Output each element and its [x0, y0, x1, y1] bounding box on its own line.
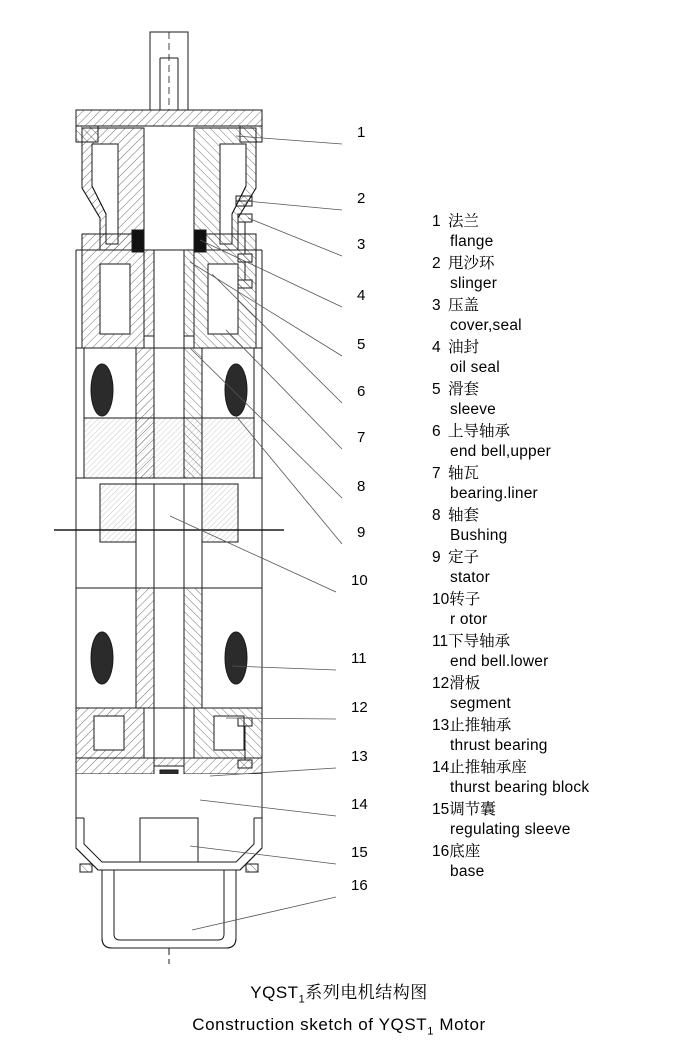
legend-number: 3: [432, 297, 441, 314]
callout-number: 7: [357, 429, 366, 446]
callout-number: 5: [357, 336, 366, 353]
legend-number: 9: [432, 549, 441, 566]
legend-item-4: [432, 338, 674, 378]
legend-item-6: [432, 422, 674, 462]
legend-number: 11: [432, 633, 449, 650]
legend-cn-line: [432, 464, 674, 484]
legend-label-cn: 下导轴承: [448, 633, 511, 650]
legend-label-cn: 底座: [449, 843, 481, 860]
legend-label-cn: 止推轴承座: [449, 759, 527, 776]
legend-number: 13: [432, 717, 450, 734]
legend-label-cn: 调节囊: [449, 801, 496, 818]
legend-item-2: [432, 254, 674, 294]
legend-label-en: thurst bearing block: [450, 779, 590, 796]
legend-cn-line: [432, 506, 674, 526]
caption-en-rest: Motor: [434, 1015, 486, 1035]
callout-number: 6: [357, 383, 366, 400]
legend-number: 8: [432, 507, 441, 524]
legend-number: 7: [432, 465, 441, 482]
legend-item-3: [432, 296, 674, 336]
legend-item-11: [432, 632, 674, 672]
callout-number: 15: [351, 844, 368, 861]
legend-number: 12: [432, 675, 450, 692]
legend-item-14: [432, 758, 674, 798]
legend-label-en: regulating sleeve: [450, 821, 571, 838]
legend-label-en: slinger: [450, 275, 498, 292]
legend-cn-line: [432, 338, 674, 358]
callout-number: 11: [351, 650, 367, 667]
legend-cn-line: [432, 548, 674, 568]
legend-number: 16: [432, 843, 450, 860]
legend-label-en: bearing.liner: [450, 485, 538, 502]
legend-label-en: flange: [450, 233, 494, 250]
legend-item-10: [432, 590, 674, 630]
legend-item-8: [432, 506, 674, 546]
legend-cn-line: [432, 758, 674, 778]
caption-en-pre: Construction sketch of YQST: [192, 1015, 428, 1035]
caption-cn-subscript: 1: [298, 993, 306, 1006]
legend-number: 5: [432, 381, 441, 398]
legend-number: 10: [432, 591, 450, 608]
legend-label-en: Bushing: [450, 527, 508, 544]
legend-cn-line: [432, 590, 674, 610]
legend-label-en: end bell,upper: [450, 443, 552, 460]
callout-number: 8: [357, 478, 366, 495]
caption-cn-rest: 系列电机结构图: [305, 983, 428, 1002]
legend-label-cn: 转子: [449, 591, 481, 608]
callout-number: 16: [351, 877, 368, 894]
legend-item-7: [432, 464, 674, 504]
legend-label-cn: 上导轴承: [448, 423, 511, 440]
legend-cn-line: [432, 254, 674, 274]
legend-cn-line: [432, 842, 674, 862]
legend-label-cn: 轴瓦: [448, 465, 480, 482]
legend-item-16: [432, 842, 674, 882]
legend-cn-line: [432, 632, 674, 652]
motor-cross-section-drawing: [40, 18, 440, 968]
callout-number: 2: [357, 190, 366, 207]
legend-cn-line: [432, 716, 674, 736]
legend-label-en: thrust bearing: [450, 737, 548, 754]
legend-cn-line: [432, 422, 674, 442]
legend-label-en: r otor: [450, 611, 488, 628]
legend-number: 2: [432, 255, 441, 272]
legend-item-13: [432, 716, 674, 756]
legend-number: 14: [432, 759, 450, 776]
legend-cn-line: [432, 212, 674, 232]
legend-cn-line: [432, 296, 674, 316]
caption-en-subscript: 1: [427, 1025, 435, 1038]
legend-number: 6: [432, 423, 441, 440]
legend-label-cn: 油封: [448, 339, 480, 356]
legend-label-cn: 法兰: [448, 213, 480, 230]
figure-caption: [0, 980, 678, 1045]
parts-legend: [432, 212, 674, 884]
legend-cn-line: [432, 800, 674, 820]
caption-cn-model: YQST: [250, 983, 299, 1002]
legend-label-en: cover,seal: [450, 317, 522, 334]
legend-label-en: oil seal: [450, 359, 500, 376]
callout-number: 10: [351, 572, 368, 589]
legend-number: 1: [432, 213, 441, 230]
legend-item-9: [432, 548, 674, 588]
legend-label-en: stator: [450, 569, 490, 586]
callout-number: 4: [357, 287, 366, 304]
callout-number: 3: [357, 236, 366, 253]
legend-label-en: segment: [450, 695, 511, 712]
legend-cn-line: [432, 380, 674, 400]
caption-english: [0, 1012, 678, 1044]
callout-number: 13: [351, 748, 368, 765]
legend-number: 4: [432, 339, 441, 356]
legend-label-cn: 滑套: [448, 381, 480, 398]
legend-label-cn: 定子: [448, 549, 480, 566]
callout-number: 1: [357, 124, 366, 141]
legend-item-5: [432, 380, 674, 420]
legend-label-cn: 滑板: [449, 675, 481, 692]
legend-label-cn: 轴套: [448, 507, 480, 524]
legend-label-cn: 甩沙环: [448, 255, 495, 272]
legend-item-15: [432, 800, 674, 840]
legend-label-cn: 压盖: [448, 297, 480, 314]
callout-number: 14: [351, 796, 368, 813]
callout-number: 9: [357, 524, 366, 541]
legend-label-cn: 止推轴承: [449, 717, 512, 734]
legend-label-en: base: [450, 863, 485, 880]
legend-item-12: [432, 674, 674, 714]
legend-number: 15: [432, 801, 450, 818]
legend-cn-line: [432, 674, 674, 694]
legend-label-en: end bell.lower: [450, 653, 549, 670]
legend-item-1: [432, 212, 674, 252]
caption-chinese: [0, 980, 678, 1012]
legend-label-en: sleeve: [450, 401, 497, 418]
callout-number: 12: [351, 699, 368, 716]
